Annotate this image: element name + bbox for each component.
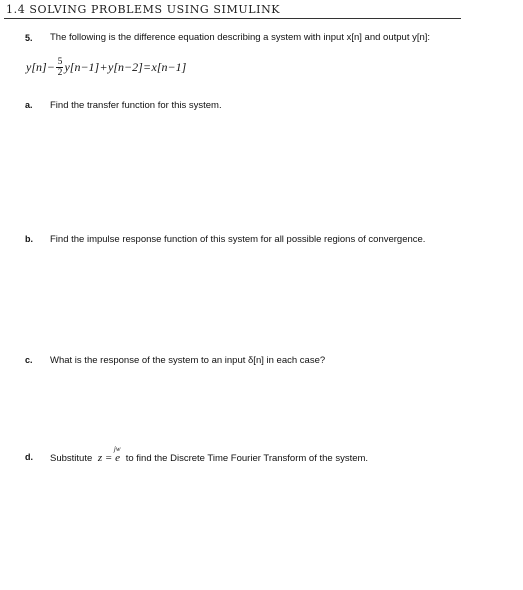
part-d-text <box>50 445 369 464</box>
question-text: The following is the difference equation describing a system with input x[n] and output y[n]: <box>50 32 431 43</box>
part-d-label: d. <box>25 452 33 462</box>
eq-coef-denominator: 2 <box>57 67 63 78</box>
part-c-label: c. <box>25 355 33 365</box>
eq-lhs-term: y[n] <box>26 59 47 74</box>
eq-coefficient <box>56 57 63 78</box>
title-rule <box>4 18 461 19</box>
part-d-text-after: to find the Discrete Time Fourier Transform of the system. <box>125 453 369 464</box>
eq-coef-numerator: 5 <box>57 56 63 67</box>
eq-plus: + <box>100 59 107 74</box>
part-b-text: Find the impulse response function of this system for all possible regions of convergence. <box>50 234 426 245</box>
eq-term3: y[n−2] <box>108 59 143 74</box>
part-b-label: b. <box>25 234 33 244</box>
eq-rhs: x[n−1] <box>151 59 187 74</box>
z-expr-exponent: jw <box>113 445 121 453</box>
part-c-text: What is the response of the system to an input δ[n] in each case? <box>50 355 326 366</box>
part-d-text-before: Substitute <box>50 453 93 464</box>
difference-equation <box>26 56 186 78</box>
part-a-text: Find the transfer function for this system. <box>50 100 222 111</box>
eq-minus: − <box>47 59 55 74</box>
eq-equals: = <box>143 59 151 74</box>
question-number: 5. <box>25 33 33 43</box>
eq-term2: y[n−1] <box>64 59 100 74</box>
part-d-z-expression <box>97 445 123 464</box>
section-title: 1.4 SOLVING PROBLEMS USING SIMULINK <box>6 3 281 16</box>
z-expr-base: z = e <box>97 452 120 464</box>
part-a-label: a. <box>25 100 33 110</box>
